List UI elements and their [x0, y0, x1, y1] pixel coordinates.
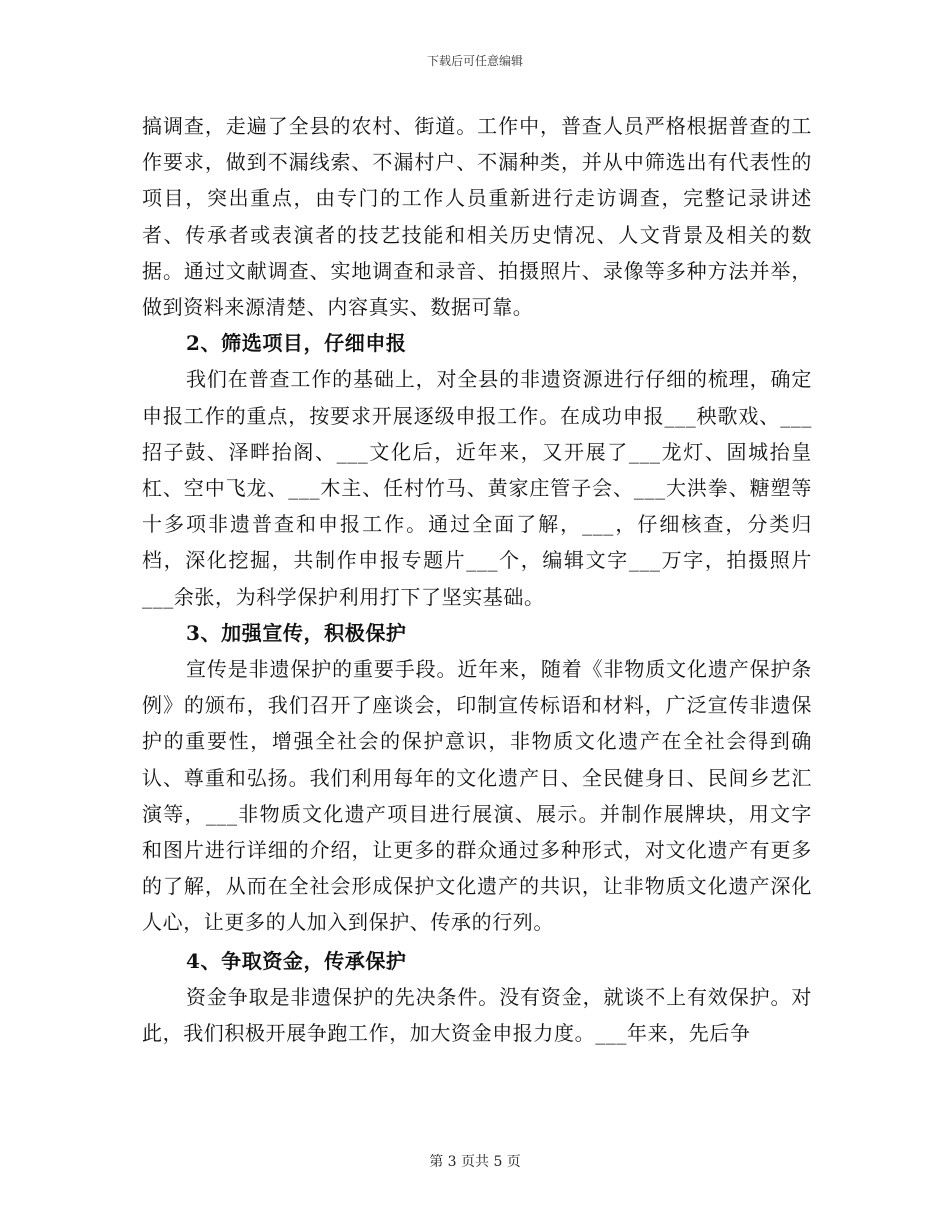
paragraph-declaration: 我们在普查工作的基础上，对全县的非遗资源进行仔细的梳理，确定申报工作的重点，按要求开展逐级申报工作。在成功申报___秧歌戏、___招子鼓、泽畔抬阁、___文化后，近年来，又开展了___龙灯、固城抬皇杠、空中飞龙、___木主、任村竹马、黄家庄管子会、___大洪拳、糖塑等十多项非遗普查和申报工作。通过全面了解，___，仔细核查，分类归档，深化挖掘，共制作申报专题片___个，编辑文字___万字，拍摄照片___余张，为科学保护利用打下了坚实基础。 — [142, 367, 812, 609]
page-number: 第 3 页共 5 页 — [429, 1154, 521, 1170]
section-heading-3: 3、加强宣传，积极保护 — [186, 620, 407, 645]
paragraph-funding: 资金争取是非遗保护的先决条件。没有资金，就谈不上有效保护。对此，我们积极开展争跑工作，加大资金申报力度。___年来，先后争 — [142, 984, 812, 1046]
page-header-note: 下载后可任意编辑 — [426, 54, 523, 68]
section-heading-4: 4、争取资金，传承保护 — [186, 948, 407, 973]
paragraph-survey: 搞调查，走遍了全县的农村、街道。工作中，普查人员严格根据普查的工作要求，做到不漏线索、不漏村户、不漏种类，并从中筛选出有代表性的项目，突出重点，由专门的工作人员重新进行走访调查，完整记录讲述者、传承者或表演者的技艺技能和相关历史情况、人文背景及相关的数据。通过文献调查、实地调查和录音、拍摄照片、录像等多种方法并举，做到资料来源清楚、内容真实、数据可靠。 — [142, 114, 812, 320]
document-body — [142, 108, 812, 1051]
paragraph-publicity: 宣传是非遗保护的重要手段。近年来，随着《非物质文化遗产保护条例》的颁布，我们召开了座谈会，印制宣传标语和材料，广泛宣传非遗保护的重要性，增强全社会的保护意识，非物质文化遗产在全社会得到确认、尊重和弘扬。我们利用每年的文化遗产日、全民健身日、民间乡艺汇演等，___非物质文化遗产项目进行展演、展示。并制作展牌块，用文字和图片进行详细的介绍，让更多的群众通过多种形式，对文化遗产有更多的了解，从而在全社会形成保护文化遗产的共识，让非物质文化遗产深化人心，让更多的人加入到保护、传承的行列。 — [142, 657, 812, 935]
section-heading-2: 2、筛选项目，仔细申报 — [186, 331, 407, 356]
